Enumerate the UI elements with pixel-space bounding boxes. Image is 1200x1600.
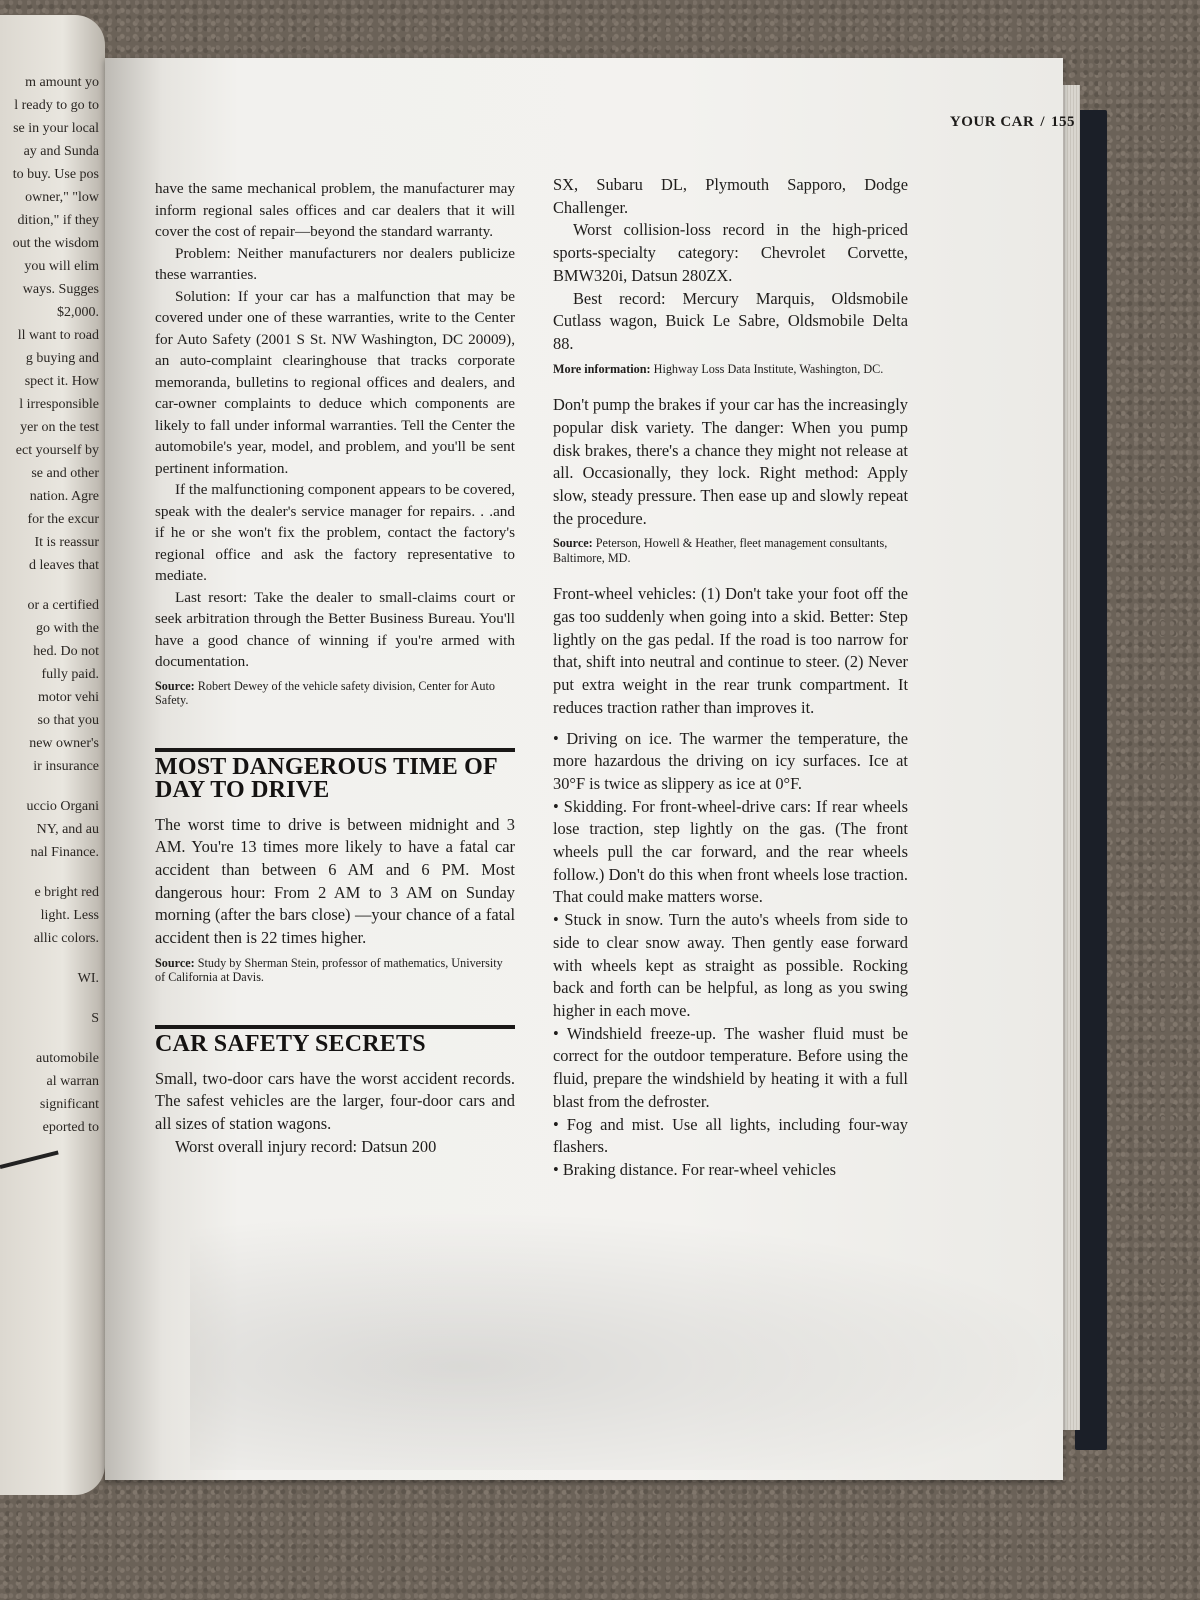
previous-page-text-fragment: to buy. Use pos	[12, 167, 99, 182]
paragraph: Best record: Mercury Marquis, Oldsmobile Cutlass wagon, Buick Le Sabre, Oldsmobile Delta 88.	[553, 288, 908, 353]
previous-page-text-fragment: nal Finance.	[30, 845, 99, 860]
previous-page-text-fragment: l irresponsible	[19, 397, 99, 412]
running-head-separator: /	[1040, 114, 1045, 130]
previous-page-text-fragment: S	[91, 1011, 99, 1026]
left-column	[155, 178, 515, 1159]
previous-page-text-fragment: se and other	[31, 466, 99, 481]
paragraph: SX, Subaru DL, Plymouth Sapporo, Dodge Challenger.	[553, 175, 908, 217]
previous-page-text-fragment: or a certified	[27, 598, 99, 613]
previous-page-text-fragment: so that you	[37, 713, 99, 728]
previous-page-text-fragment: eported to	[42, 1120, 99, 1135]
source-text: Peterson, Howell & Heather, fleet management consultants, Baltimore, MD.	[553, 536, 888, 565]
previous-page-text-fragment: for the excur	[27, 512, 99, 527]
previous-page-text-fragment: significant	[39, 1097, 99, 1112]
paragraph: Problem: Neither manufacturers nor dealers publicize these warranties.	[155, 244, 515, 283]
previous-page-text-fragment: ll want to road	[17, 328, 99, 343]
previous-page-text-fragment: e bright red	[34, 885, 99, 900]
section-heading: MOST DANGEROUS TIME OF DAY TO DRIVE	[155, 753, 498, 803]
source-note	[155, 679, 515, 708]
paragraph: If the malfunctioning component appears to be covered, speak with the dealer's service manager for repairs. . .and if he or she won't fix the problem, contact the factory's regional office and ask the factory representative to mediate.	[155, 481, 515, 584]
bullet-item: • Stuck in snow. Turn the auto's wheels from side to side to clear snow away. Then gently ease forward with wheels kept as straight as possible. Rocking back and forth can be helpful, as long as you swing higher in each move.	[553, 909, 908, 1023]
previous-page-text-fragment: nation. Agre	[29, 489, 99, 504]
bullet-item: • Braking distance. For rear-wheel vehicles	[553, 1159, 908, 1182]
paragraph: Last resort: Take the dealer to small-claims court or seek arbitration through the Better Business Bureau. You'll have a good chance of winning if you're armed with documentation.	[155, 588, 515, 670]
more-info-text: Highway Loss Data Institute, Washington, DC.	[653, 361, 884, 376]
previous-page-text-fragment: d leaves that	[29, 558, 99, 573]
previous-page-text-fragment: al warran	[46, 1074, 99, 1089]
previous-page	[0, 15, 105, 1495]
source-label: Source:	[155, 955, 195, 970]
previous-page-text-fragment: motor vehi	[37, 690, 99, 705]
previous-page-text-fragment: ways. Sugges	[22, 282, 99, 297]
previous-page-text-fragment: spect it. How	[24, 374, 99, 389]
previous-page-text-fragment: NY, and au	[36, 822, 99, 837]
source-note	[553, 536, 908, 565]
paragraph: Worst collision-loss record in the high-priced sports-specialty category: Chevrolet Corvette, BMW320i, Datsun 280ZX.	[553, 220, 908, 285]
section-rule	[155, 1025, 515, 1029]
previous-page-text-fragment: owner," "low	[25, 190, 99, 205]
paragraph: The worst time to drive is between midnight and 3 AM. You're 13 times more likely to have a fatal car accident than between 6 AM and 6 PM. Most dangerous hour: From 2 AM to 3 AM on Sunday morning (after the bars close) —your chance of a fatal accident then is 22 times higher.	[155, 814, 515, 948]
previous-page-text-fragment: allic colors.	[33, 931, 99, 946]
bullet-item: • Fog and mist. Use all lights, including four-way flashers.	[553, 1114, 908, 1159]
source-label: Source:	[155, 678, 195, 693]
source-note	[155, 956, 515, 985]
previous-page-text-fragment: go with the	[36, 621, 99, 636]
previous-page-text-fragment: fully paid.	[41, 667, 99, 682]
paragraph: Solution: If your car has a malfunction that may be covered under one of these warranties, write to the Center for Auto Safety (2001 S St. NW Washington, DC 20009), an auto-complaint clearinghouse that tracks corporate memoranda, bulletins to regional offices and dealers, and car-owner complaints to deduce which components are likely to fall under informal warranties. Tell the Center the automobile's year, model, and problem, and you'll be sent pertinent information.	[155, 287, 515, 477]
paragraph: Small, two-door cars have the worst accident records. The safest vehicles are the larger, four-door cars and all sizes of station wagons.	[155, 1068, 515, 1134]
previous-page-text-fragment: out the wisdom	[12, 236, 99, 251]
previous-page-text-fragment: yer on the test	[20, 420, 99, 435]
section-rule	[155, 748, 515, 752]
bullet-item: • Skidding. For front-wheel-drive cars: If rear wheels lose traction, step lightly on the gas. (The front wheels pull the car forward, and the rear wheels follow.) Don't do this when front wheels lose traction. That could make matters worse.	[553, 796, 908, 910]
previous-page-text-fragment: It is reassur	[34, 535, 99, 550]
previous-page-text-fragment: you will elim	[24, 259, 99, 274]
section-car-safety	[155, 1025, 515, 1159]
paragraph: Worst overall injury record: Datsun 200	[175, 1136, 437, 1156]
paragraph: Don't pump the brakes if your car has the increasingly popular disk variety. The danger: When you pump disk brakes, there's a chance they might not release at all. Occasionally, they lock. Right method: Apply slow, steady pressure. Then ease up and slowly repeat the procedure.	[553, 395, 908, 528]
bullet-item: • Windshield freeze-up. The washer fluid must be correct for the outdoor temperature. Before using the fluid, prepare the windshield by heating it with a full blast from the defroster.	[553, 1023, 908, 1114]
previous-page-text-fragment: g buying and	[25, 351, 99, 366]
previous-page-text-fragment: se in your local	[13, 121, 99, 136]
paragraph: have the same mechanical problem, the manufacturer may inform regional sales offices and car dealers that it will cover the cost of repair—beyond the standard warranty.	[155, 180, 515, 240]
previous-page-text-fragment: new owner's	[29, 736, 99, 751]
previous-page-text-fragment: hed. Do not	[33, 644, 99, 659]
previous-page-text-fragment: automobile	[36, 1051, 99, 1066]
previous-page-text-fragment: ir insurance	[33, 759, 99, 774]
previous-page-text-fragment: WI.	[77, 971, 99, 986]
right-column	[553, 174, 908, 1182]
previous-page-text-fragment: m amount yo	[25, 75, 99, 90]
more-info-note	[553, 362, 908, 377]
running-head-section: YOUR CAR	[949, 114, 1035, 130]
source-text: Study by Sherman Stein, professor of mathematics, University of California at Davis.	[155, 955, 503, 985]
more-info-label: More information:	[553, 361, 651, 376]
previous-page-text-fragment: dition," if they	[17, 213, 99, 228]
source-text: Robert Dewey of the vehicle safety division, Center for Auto Safety.	[155, 678, 495, 707]
paragraph: Front-wheel vehicles: (1) Don't take your foot off the gas too suddenly when going into a skid. Better: Step lightly on the gas pedal. If the road is too narrow for that, shift into neutral and continue to steer. (2) Never put extra weight in the rear trunk compartment. It reduces traction rather than improves it.	[553, 584, 908, 717]
previous-page-text-fragment: l ready to go to	[14, 98, 99, 113]
previous-page-text-fragment: ect yourself by	[15, 443, 99, 458]
previous-page-text-fragment: uccio Organi	[26, 799, 99, 814]
running-head	[950, 114, 1075, 131]
previous-page-text-fragment: light. Less	[40, 908, 99, 923]
page-number: 155	[1051, 114, 1075, 130]
previous-page-text-fragment: $2,000.	[57, 305, 99, 320]
previous-page-text-fragment: ay and Sunda	[23, 144, 99, 159]
section-heading: CAR SAFETY SECRETS	[155, 1030, 426, 1057]
section-dangerous-time	[155, 748, 515, 985]
bullet-item: • Driving on ice. The warmer the temperature, the more hazardous the driving on icy surfaces. Ice at 30°F is twice as slippery as ice at 0°F.	[553, 728, 908, 796]
source-label: Source:	[553, 536, 593, 551]
